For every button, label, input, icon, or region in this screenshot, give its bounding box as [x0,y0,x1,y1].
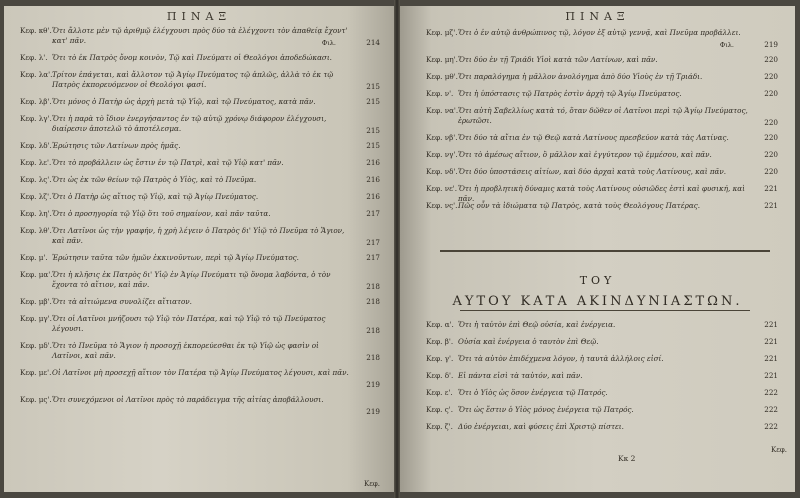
chapter-title: Ὅτι τὸ ἀμέσως αἴτιον, ὃ μᾶλλον καὶ ἐγγύτερον τῷ ἐμμέσου, καὶ πᾶν. [458,150,712,159]
page-number: 216 [366,192,380,201]
toc-entry [426,28,778,50]
page-number: 215 [366,141,380,150]
section-divider-rule [440,250,770,252]
toc-entry [20,270,380,292]
chapter-title: Ὅτι τὸ ἐκ Πατρὸς ὄνομ κοινὸν, Τῷ καὶ Πνεύματι οἱ Θεολόγοι ἀποδεδώκασι. [52,53,332,62]
chapter-number: Κεφ. μγ'. [20,314,52,323]
chapter-title: Ὅτι ὡς ἐκ τῶν θείων τῷ Πατρὸς ὁ Υἱὸς, καὶ τὸ Πνεῦμα. [52,175,257,184]
chapter-title: Ὅτι ἄλλοτε μὲν τῷ ἀριθμῷ ἐλέγχουσι πρὸς δύο τὰ ἐλέγχοντι τὸν ἀπαθείᾳ ἔχοντ' κατ' πᾶν. [52,26,348,45]
page-number: 220 [764,150,778,159]
chapter-title: Πῶς οὗν τὰ ἰδιώματα τῷ Πατρὸς, κατὰ τοὺς Θεολόγους Πατέρας. [458,201,701,210]
toc-entry [426,388,778,400]
chapter-number: Κεφ. νγ'. [426,150,458,159]
chapter-title: Ὅτι ἡ κλῆσις ἐκ Πατρὸς δι' Υἱῷ ἐν Ἁγίῳ Πνεύματι τῷ ὅνομα λαβόντα, ὁ τὸν ἔχοντα τὸ αἴτιον, καὶ πᾶν. [52,270,331,289]
chapter-title: Ὅτι μόνος ὁ Πατὴρ ὡς ἀρχὴ μετὰ τῷ Υἱῷ, καὶ τῷ Πνεύματος, κατὰ πᾶν. [52,97,316,106]
page-number: 220 [764,118,778,127]
toc-entry [20,175,380,187]
toc-entry [426,405,778,417]
toc-entry [20,226,380,248]
chapter-number: Κεφ. λε'. [20,158,52,167]
chapter-number: Κεφ. μβ'. [20,297,52,306]
chapter-title: Ὅτι δύο ἐν τῇ Τριάδι Υἱοὶ κατὰ τῶν Λατίνων, καὶ πᾶν. [458,55,658,64]
page-number: 217 [366,209,380,218]
chapter-number: Κεφ. κθ'. [20,26,52,35]
page-number: 221 [764,371,778,380]
page-number: 216 [366,175,380,184]
chapter-title: Ὅτι ἡ ὑπόστασις τῷ Πατρὸς ἐστὶν ἀρχὴ τῷ Ἁγίῳ Πνεύματος. [458,89,682,98]
chapter-title: Ὅτι ὁ Υἱὸς ὡς ὅσον ἐνέργεια τῷ Πατρός. [458,388,608,397]
page-number: 222 [764,422,778,431]
chapter-number: Κεφ. μζ'. [426,28,458,37]
page-number: 219 [366,380,380,389]
page-number: 218 [366,282,380,291]
chapter-number: Κεφ. μα'. [20,270,53,279]
page-number: 215 [366,97,380,106]
chapter-number: Κεφ. μη'. [426,55,458,64]
page-number: 221 [764,354,778,363]
chapter-title: Ὅτι παραλόγημα ἡ μᾶλλον ἀνολόγημα ἀπὸ δύο Υἱοὺς ἐν τῇ Τριάδι. [458,72,703,81]
toc-entry [20,141,380,153]
chapter-title: Ὅτι ἡ προβλητικὴ δύναμις κατὰ τοὺς Λατίνους οὐσιῶδες ἐστὶ καὶ φυσική, καὶ πᾶν. [458,184,745,203]
chapter-number: Κεφ. λβ'. [20,97,52,106]
chapter-number: Κεφ. λς'. [20,175,52,184]
chapter-number: Κεφ. δ'. [426,371,454,380]
page-number: 221 [764,184,778,193]
page-number: 219 [764,40,778,49]
page-number: 215 [366,82,380,91]
toc-entry [426,133,778,145]
toc-entry [20,297,380,309]
chapter-title: Ὅτι τὸ προβάλλειν ὡς ἔστιν ἐν τῷ Πατρὶ, καὶ τῷ Υἱῷ κατ' πᾶν. [52,158,284,167]
toc-entry [426,89,778,101]
toc-entry [20,97,380,109]
page-number: 221 [764,320,778,329]
toc-entry [20,368,380,390]
toc-entry [426,72,778,84]
chapter-number: Κεφ. ν'. [426,89,454,98]
page-signature: Κκ 2 [618,454,636,463]
page-number: 221 [764,337,778,346]
chapter-title: Ὅτι ἡ παρὰ τὸ ἴδιον ἐνεργήσαντος ἐν τῷ αὐτῷ χρόνῳ διάφορον ἐλέγχουσι, διαίρεσιν ἀποτελῶ τὸ ἀποτέλεσμα. [52,114,327,133]
chapter-title: Εἰ πάντα εἰσὶ τὰ ταὐτόν, καὶ πᾶν. [458,371,583,380]
chapter-number: Κεφ. λα'. [20,70,53,79]
page-number: 220 [764,55,778,64]
chapter-number: Κεφ. λθ'. [20,226,52,235]
left-catchword: Κεφ. [364,480,380,488]
toc-entry [20,341,380,363]
chapter-title: Ὅτι ἡ ταὐτὸν ἐπὶ Θεῷ οὐσία, καὶ ἐνέργεια. [458,320,616,329]
toc-entry [20,314,380,336]
toc-entry [426,167,778,179]
toc-entry [426,320,778,332]
chapter-title: Ὅτι οἱ Λατῖνοι μνήζουσι τῷ Υἱῷ τὸν Πατέρα, καὶ τῷ Υἱῷ τὸ τῷ Πνεύματος λέγουσι. [52,314,326,333]
page-number: 220 [764,89,778,98]
page-number: 215 [366,126,380,135]
section-title-tou: ΤΟΥ [579,274,616,287]
page-number: 218 [366,297,380,306]
toc-entry [20,395,380,417]
chapter-title: Ὅτι δύο ὑποστάσεις αἰτίων, καὶ δύο ἀρχαὶ κατὰ τοὺς Λατίνους, καὶ πᾶν. [458,167,727,176]
page-number: 222 [764,388,778,397]
chapter-title: Ἐρώτησις τῶν Λατίνων πρὸς ἡμᾶς. [52,141,181,150]
chapter-title: Δύο ἐνέργειαι, καὶ φύσεις ἐπὶ Χριστῷ πίστει. [458,422,624,431]
page-number: 220 [764,72,778,81]
chapter-title: Τρίτον ἐπάγεται, καὶ ἄλλοτον τῷ Ἁγίῳ Πνεύματος τῷ ἁπλῶς, ἀλλὰ τὸ ἐκ τῷ Πατρὸς ἐκπορευόμενον οἱ Θεολόγοι φασί. [52,70,334,89]
chapter-title: Ὅτι τὰ αὐτὸν ἐπιδέχμενα λόγον, ἡ ταυτὰ ἀλλήλοις εἰσί. [458,354,664,363]
page-number: 218 [366,353,380,362]
toc-entry [426,150,778,162]
section-title-underline [460,310,750,311]
page-number: 217 [366,253,380,262]
chapter-title: Ὅτι ὁ ἐν αὐτῷ ἀνθρώπινος τῷ, λόγον ἐξ αὐτῷ γεννᾷ, καὶ Πνεῦμα προβάλλει. [458,28,741,37]
toc-entry [426,337,778,349]
chapter-title: Ὅτι αὐτὴ Σαβελλίως κατὰ τό, ὅταν δῶθεν οἱ Λατῖνοι περὶ τῷ Ἁγίῳ Πνεύματος, ἐρωτῶσι. [458,106,748,125]
folio-abbrev: Φιλ. [321,39,336,47]
toc-entry [20,192,380,204]
chapter-title: Οὐσία καὶ ἐνέργεια ὁ ταυτὸν ἐπὶ Θεῷ. [458,337,599,346]
page-number: 221 [764,201,778,210]
right-page [400,6,795,492]
chapter-number: Κεφ. λδ'. [20,141,52,150]
chapter-title: Ὅτι ὡς ἔστιν ὁ Υἱὸς μόνος ἐνέργεια τῷ Πατρός. [458,405,634,414]
section-title-main: ΑΥΤΟΥ ΚΑΤΑ ΑΚΙΝΔΥΝΙΑΣΤΩΝ. [452,294,743,309]
chapter-title: Ὅτι ὁ Πατὴρ ὡς αἴτιος τῷ Υἱῷ, καὶ τῷ Ἁγίῳ Πνεύματος. [52,192,259,201]
toc-entry [20,70,380,92]
right-page-header: ΠΙΝΑΞ [565,10,630,23]
toc-entry [426,354,778,366]
chapter-number: Κεφ. λη'. [20,209,52,218]
page-number: 220 [764,133,778,142]
page-number: 216 [366,158,380,167]
toc-entry [20,26,380,48]
chapter-title: Ὅτι ὁ προσηγορία τῷ Υἱῷ ὅτι τοῦ σημαίνον, καὶ πᾶν ταῦτα. [52,209,271,218]
chapter-number: Κεφ. μδ'. [20,341,52,350]
chapter-title: Ὅτι συνεχόμενοι οἱ Λατῖνοι πρὸς τὸ παράδειγμα τῆς αἰτίας ἀποβάλλουσι. [52,395,324,404]
toc-entry [20,158,380,170]
toc-entry [426,106,778,128]
toc-entry [20,53,380,65]
chapter-title: Ὅτι Λατῖνοι ὡς τὴν γραφήν, ἡ χρὴ λέγειν ὁ Πατρὸς δι' Υἱῷ τὸ Πνεῦμα τὸ Ἅγιον, καὶ πᾶν. [52,226,345,245]
toc-entry [426,55,778,67]
toc-entry [426,184,778,203]
chapter-number: Κεφ. νε'. [426,184,458,193]
chapter-title: Ὅτι δύο τὰ αἴτια ἐν τῷ Θεῷ κατὰ Λατίνους πρεσβεύον κατὰ τὰς Λατίνας. [458,133,729,142]
page-number: 222 [764,405,778,414]
chapter-number: Κεφ. μς'. [20,395,52,404]
chapter-number: Κεφ. λζ'. [20,192,52,201]
chapter-title: Ὅτι τὸ Πνεῦμα τὸ Ἅγιον ἡ προσοχῇ ἐκπορεύεσθαι ἐκ τῷ Υἱῷ ὡς φασὶν οἱ Λατῖνοι, καὶ πᾶν. [52,341,319,360]
chapter-number: Κεφ. β'. [426,337,454,346]
toc-entry [20,209,380,221]
chapter-number: Κεφ. γ'. [426,354,454,363]
toc-entry [426,201,778,213]
folio-abbrev: Φιλ. [719,41,734,49]
page-number: 220 [764,167,778,176]
chapter-number: Κεφ. λ'. [20,53,48,62]
chapter-title: Ἐρώτησιν ταῦτα τῶν ἡμῶν ἐκκινοῦντων, περὶ τῷ Ἁγίῳ Πνεύματος. [52,253,299,262]
chapter-number: Κεφ. με'. [20,368,52,377]
chapter-number: Κεφ. μθ'. [426,72,458,81]
toc-entry [426,371,778,383]
right-catchword: Κεφ. [771,446,787,454]
chapter-number: Κεφ. να'. [426,106,459,115]
chapter-number: Κεφ. ζ'. [426,422,453,431]
page-number: 218 [366,326,380,335]
chapter-number: Κεφ. μ'. [20,253,48,262]
chapter-number: Κεφ. λγ'. [20,114,52,123]
toc-entry [426,422,778,434]
chapter-number: Κεφ. ε'. [426,388,453,397]
chapter-number: Κεφ. νδ'. [426,167,458,176]
chapter-number: Κεφ. νβ'. [426,133,458,142]
page-number: 214 [366,38,380,47]
toc-entry [20,253,380,265]
toc-entry [20,114,380,136]
chapter-number: Κεφ. α'. [426,320,454,329]
chapter-title: Οἱ Λατῖνοι μὴ προσεχῇ αἴτιον τὸν Πατέρα τῷ Ἁγίῳ Πνεύματος λέγουσι, καὶ πᾶν. [52,368,349,377]
page-number: 217 [366,238,380,247]
left-page [4,6,394,492]
left-page-header: ΠΙΝΑΞ [166,10,232,23]
chapter-number: Κεφ. ς'. [426,405,453,414]
page-number: 219 [366,407,380,416]
chapter-number: Κεφ. νς'. [426,201,458,210]
chapter-title: Ὅτι τὰ αἰτιώμενα συνολίζει αἴτιατον. [52,297,192,306]
